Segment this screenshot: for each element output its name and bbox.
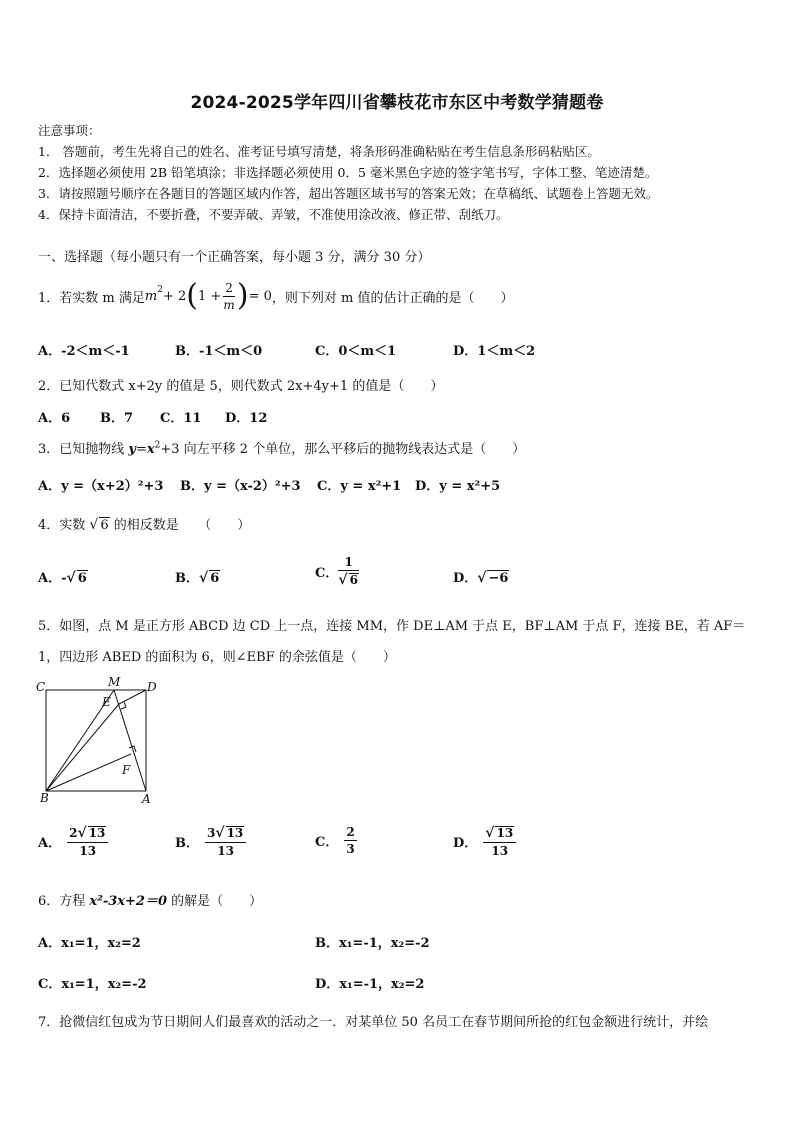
math-exponent: 2 [157,285,163,295]
option-b [175,567,220,586]
sqrt-icon: √ [77,825,87,841]
page-title: 2024-2025学年四川省攀枝花市东区中考数学猜题卷 [190,93,604,113]
question-text: 若实数 m 满足 [59,290,145,306]
math-right-paren: ) [236,278,249,313]
option-label: A． [38,836,62,851]
fraction-denominator: 3 [346,842,355,856]
option-d [453,826,516,857]
math-fraction [338,556,359,587]
question-7-stem: 7．抢微信红包成为节日期间人们最喜欢的活动之一．对某单位 50 名员工在春节期间所抢的红包金额进行统计，并绘 [38,1015,709,1030]
radicand: 13 [226,826,244,840]
option-c: C．0＜m＜1 [315,344,397,359]
label-c: C [36,680,46,694]
option-label: D． [453,571,478,586]
radicand: 6 [210,571,220,586]
math-fraction [67,826,108,857]
question-1-stem [38,278,514,314]
math-sign: - [61,571,67,586]
question-2-stem: 2．已知代数式 x+2y 的值是 5，则代数式 2x+4y+1 的值是（ ） [38,379,444,394]
option-a [38,826,108,857]
radicand: 13 [496,826,514,840]
option-d: D．y = x²+5 [415,479,501,494]
option-a: A．-2＜m＜-1 [38,344,130,359]
radicand: 13 [88,826,106,840]
option-d: D．1＜m＜2 [453,344,536,359]
notice-item-4: 4．保持卡面清洁，不要折叠，不要弄破、弄皱，不准使用涂改液、修正带、刮纸刀。 [38,207,509,222]
question-text: ，则下列对 m 值的估计正确的是（ ） [271,290,514,306]
option-label: C． [315,566,339,581]
option-label: B． [175,836,199,851]
math-exponent: 2 [154,440,161,451]
fraction-numerator [67,826,108,843]
option-c: C．x₁=1，x₂=-2 [38,977,147,992]
label-b: B [40,791,49,805]
question-4-stem [38,514,250,533]
option-c [315,826,357,855]
option-a: A．y =（x+2）²+3 [38,479,164,494]
question-text: 3．已知抛物线 [38,442,129,457]
notice-item-3: 3．请按照题号顺序在各题目的答题区域内作答，超出答题区域书写的答案无效；在草稿纸、试题卷上答题无效。 [38,186,659,201]
question-3-stem [38,438,525,457]
question-text: 的相反数是 （ ） [113,518,251,533]
radicand: −6 [488,571,509,586]
option-b: B．-1＜m＜0 [175,344,263,359]
math-text: 1 + [197,288,222,304]
option-b: B．x₁=-1，x₂=-2 [315,936,430,951]
square-abcd [46,690,146,791]
question-6-stem [38,890,262,909]
segment-de [119,690,146,704]
fraction-denominator: 13 [217,844,234,858]
math-equation: x²-3x+2＝0 [89,894,168,909]
sqrt-icon: √ [338,572,348,588]
math-text: + 2 [162,288,187,304]
option-d [453,567,509,586]
fraction-numerator: 1 [338,556,359,571]
math-fraction [205,826,246,857]
notice-item-1: 1． 答题前，考生先将自己的姓名、准考证号填写清楚，将条形码准确粘贴在考生信息条形码粘贴区。 [38,144,600,159]
option-c: C．11 [160,411,202,426]
option-a: A．x₁=1，x₂=2 [38,936,141,951]
label-f: F [122,763,131,777]
label-a: A [142,792,151,806]
fraction-denominator [338,571,359,587]
math-text: = 0 [248,288,272,304]
option-a [38,567,88,586]
option-label: D． [453,836,478,851]
question-text: 4．实数 [38,518,86,533]
sqrt-icon: √ [477,570,487,586]
section-heading: 一、选择题（每小题只有一个正确答案，每小题 3 分，满分 30 分） [38,250,431,265]
square-figure [34,674,164,808]
math-variable: x [146,442,155,457]
math-left-paren: ( [186,278,198,313]
sqrt-icon: √ [485,825,495,841]
option-d: D．x₁=-1，x₂=2 [315,977,425,992]
fraction-denominator: 13 [79,844,97,858]
question-text: +3 向左平移 2 个单位，那么平移后的抛物线表达式是（ ） [160,442,526,457]
radicand: 6 [100,518,109,533]
math-fraction [344,826,356,855]
radicand: 6 [349,573,358,587]
option-label: A． [38,571,62,586]
fraction-denominator: 13 [491,844,509,858]
label-d: D [147,680,157,694]
fraction-numerator: 2 [346,825,355,839]
fraction-numerator: 2 [225,280,233,295]
math-variable: y [128,442,136,457]
question-5-stem-line-2: 1，四边形 ABED 的面积为 6，则∠EBF 的余弦值是（ ） [38,650,396,665]
option-b: B．7 [100,411,134,426]
coefficient: 3 [207,826,216,840]
notice-item-2: 2．选择题必须使用 2B 铅笔填涂；非选择题必须使用 0．5 毫米黑色字迹的签字笔书写，字体工整、笔迹清楚。 [38,165,658,180]
question-text: 6．方程 [38,894,90,909]
coefficient: 2 [69,826,78,840]
option-b [175,826,246,857]
segment-be [46,704,119,791]
fraction-numerator [483,826,516,843]
sqrt-icon: √ [199,570,209,586]
fraction-numerator [205,826,246,843]
option-label: C． [315,835,339,850]
label-e: E [102,695,111,709]
math-text: = [135,442,147,457]
question-text: 的解是（ ） [167,894,263,909]
math-fraction [223,282,235,311]
label-m: M [108,675,121,689]
radicand: 6 [77,571,87,586]
option-c [315,556,359,587]
sqrt-icon: √ [215,825,225,841]
option-a: A．6 [38,411,71,426]
notice-heading: 注意事项： [38,123,101,138]
math-variable: m [144,288,158,304]
fraction-denominator: m [223,297,235,312]
option-d: D．12 [225,411,268,426]
math-fraction [483,826,516,857]
question-number: 1． [38,290,60,306]
sqrt-icon: √ [66,570,76,586]
option-b: B．y =（x-2）²+3 [180,479,301,494]
question-5-stem-line-1: 5．如图，点 M 是正方形 ABCD 边 CD 上一点，连接 MM，作 DE⊥AM 于点 E，BF⊥AM 于点 F，连接 BE，若 AF＝ [38,619,746,634]
sqrt-icon: √ [89,517,99,533]
option-label: B． [175,571,199,586]
option-c: C．y = x²+1 [317,479,402,494]
